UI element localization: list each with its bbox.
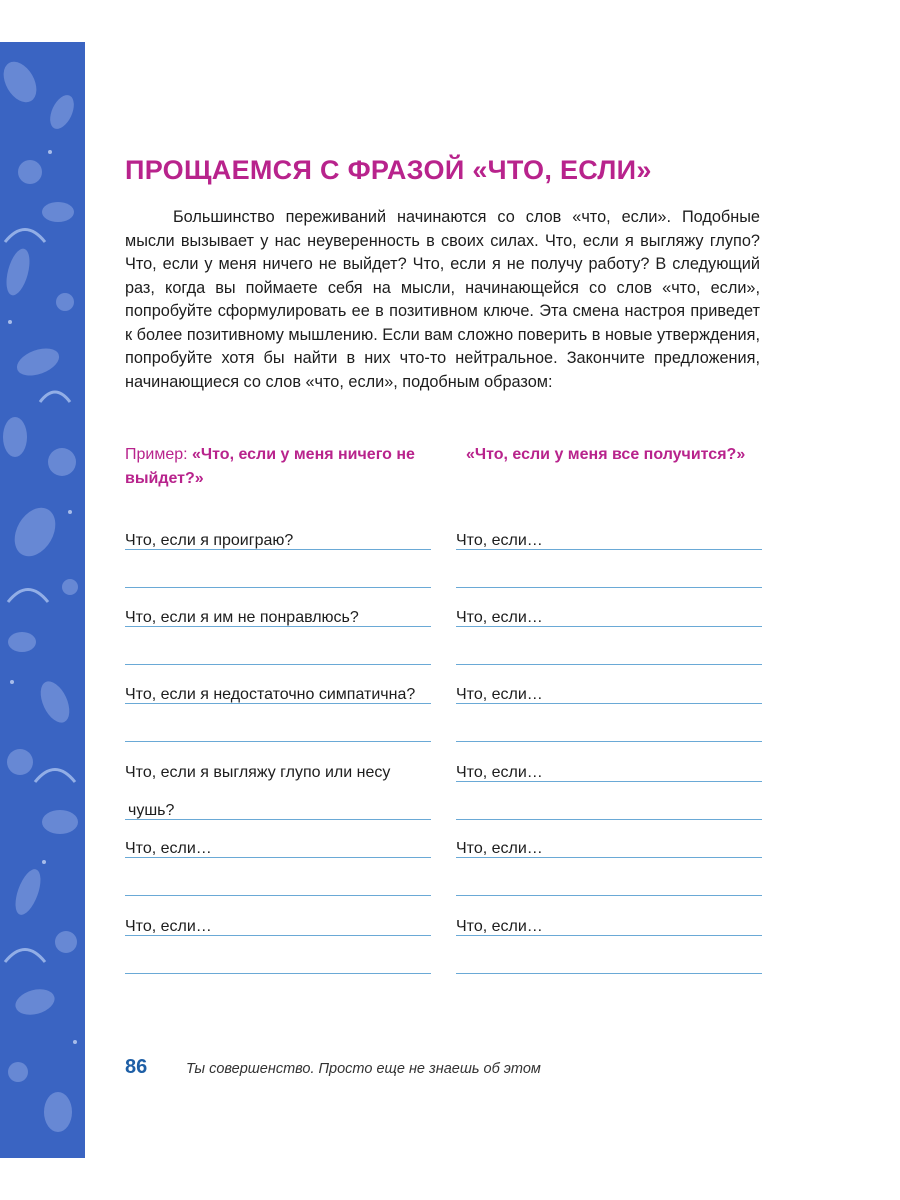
right-prompt: Что, если… (456, 532, 543, 549)
page-title: ПРОЩАЕМСЯ С ФРАЗОЙ «ЧТО, ЕСЛИ» (125, 155, 652, 185)
example-label: Пример: (125, 446, 193, 463)
write-line[interactable] (125, 895, 431, 896)
right-prompt: Что, если… (456, 918, 543, 935)
left-prompt: Что, если… (125, 918, 212, 935)
write-line[interactable] (456, 626, 762, 627)
left-prompt: Что, если я выгляжу глупо или несу (125, 764, 391, 781)
write-line[interactable] (125, 857, 431, 858)
example-quote: «Что, если у меня ничего не выйдет?» (125, 446, 415, 487)
write-line[interactable] (125, 819, 431, 820)
write-line[interactable] (456, 895, 762, 896)
page-number: 86 (125, 1056, 148, 1078)
write-line[interactable] (456, 741, 762, 742)
write-line[interactable] (125, 703, 431, 704)
left-prompt-continued: чушь? (128, 802, 175, 819)
write-line[interactable] (456, 587, 762, 588)
running-title: Ты совершенство. Просто еще не знаешь об этом (186, 1061, 541, 1077)
leaf-pattern-icon (0, 42, 85, 1158)
intro-paragraph (125, 206, 760, 394)
write-line[interactable] (456, 819, 762, 820)
write-line[interactable] (125, 973, 431, 974)
write-line[interactable] (456, 549, 762, 550)
write-line[interactable] (456, 857, 762, 858)
right-prompt: Что, если… (456, 764, 543, 781)
intro-text: Большинство переживаний начинаются со слов «что, если». Подобные мысли вызывает у нас неуверенность в своих силах. Что, если я выгляжу глупо? Что, если у меня ничего не выйдет? Что, если я не получу работу? В следующий раз, когда вы поймаете себя на мысли, начинающейся со слов «что, если», попробуйте сформулировать ее в позитивном ключе. Эта смена настроя приведет к более позитивному мышлению. Если вам сложно поверить в новые утверждения, попробуйте хотя бы найти в них что-то нейтральное. Закончите предложения, начинающиеся со слов «что, если», подобным образом: (125, 208, 760, 391)
write-line[interactable] (456, 973, 762, 974)
right-prompt: Что, если… (456, 840, 543, 857)
write-line[interactable] (125, 664, 431, 665)
write-line[interactable] (456, 935, 762, 936)
write-line[interactable] (456, 664, 762, 665)
write-line[interactable] (125, 549, 431, 550)
left-prompt: Что, если я проиграю? (125, 532, 294, 549)
write-line[interactable] (456, 703, 762, 704)
write-line[interactable] (125, 935, 431, 936)
right-prompt: Что, если… (456, 686, 543, 703)
write-line[interactable] (456, 781, 762, 782)
write-line[interactable] (125, 587, 431, 588)
write-line[interactable] (125, 626, 431, 627)
write-line[interactable] (125, 741, 431, 742)
left-prompt: Что, если я недостаточно симпатична? (125, 686, 416, 703)
left-prompt: Что, если я им не понравлюсь? (125, 609, 359, 626)
example-block (125, 443, 415, 491)
right-prompt: Что, если… (456, 609, 543, 626)
left-prompt: Что, если… (125, 840, 212, 857)
example-answer: «Что, если у меня все получится?» (466, 446, 746, 463)
decorative-pattern-strip (0, 42, 85, 1158)
